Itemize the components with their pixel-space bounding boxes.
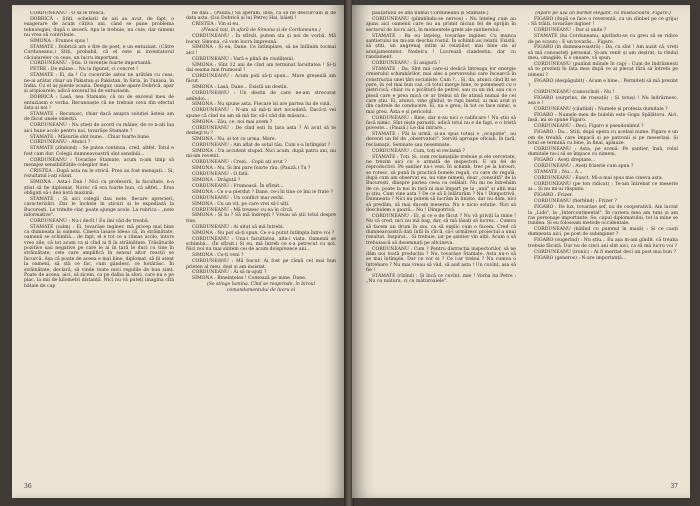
dialogue-paragraph: DOBRICĂ : Lasă, nea Stamate, că nu de excesul meu de entuziasm e vorba. Recunoaște că ne trebuie ceva din efectul ăsta și noi ! xyxy=(24,95,174,111)
dialogue-paragraph: SIMONA : Nu, și tot ce urma. Mare. xyxy=(192,136,277,142)
dialogue-paragraph: FIGARO : Aveți dreptate... xyxy=(534,158,596,164)
dialogue-paragraph: CORDUNEANU : Un destin de care ne-am strecurat amîndoi... xyxy=(186,91,336,102)
dialogue-paragraph: CORDUNEANU (fierbînd) : Frizer ? xyxy=(534,199,617,205)
dialogue-paragraph: DOBRICĂ : Știți, ochelarii de azi au avut, de fapt, o exagerare de acum câțiva ani, când se pune problema tehnologiei, după o seceră. Apa le trebuie, nu cuie, dar nimeni nu vrea să contribuie. xyxy=(24,16,174,38)
dialogue-paragraph: CORDUNEANU : Cum ? Pentru distracția inspectorilor, să ne dăm noi toată producția ? Nu, tovarășe Stamate. Asta nu-o să se mai întîmple. Dar ce vor ei ? Ce i-ar trebui ? Nu cumva o întrebare ? Nu mai vreau să văd, să aud asta ! Un cuvînt, așa să fie ! xyxy=(366,246,516,274)
right-page-column-1 xyxy=(366,11,516,469)
dialogue-paragraph: SIMONA : Sînt 12 ani de cînd am terminat facultatea ! Și-ți dai seama mai frumosul ! xyxy=(186,62,336,73)
dialogue-paragraph: CORDUNEANU (pe ton ridicat) : Te-am întrebat ce meserie ai... Și nu mi-ai răspuns. xyxy=(528,182,678,193)
dialogue-paragraph: CORDUNEANU : Dar și unde ? xyxy=(534,28,607,34)
dialogue-paragraph: STAMATE : Și aici colegii dau note, fiecare aprecieri, caracterizări. Dar le încheie în șticuri și le expediază la București. Le trimite clar, poate ajunge acolo. La rubrica : „note informative". xyxy=(24,196,174,218)
dialogue-paragraph: STAMATE : Nu... A... xyxy=(534,170,583,176)
dialogue-paragraph: CORDUNEANU (cunoscînd) : Nu ! xyxy=(534,89,615,95)
left-page-column-2 xyxy=(186,11,336,469)
dialogue-paragraph: STAMATE : Păi la urmă, și-au spus totuși o „ocupație", au devenit un fel de „observatori". Serviți aproape oficiali, în țară, reclamații. Semnate sau nesemnate. xyxy=(366,132,516,148)
dialogue-paragraph: CORDUNEANU : În sfîrșit, putem sta și noi de vorbă. Mă bucur, Simona, că vom lucra împreună. xyxy=(186,34,336,45)
dialogue-paragraph: pauzatului se află numai Corduneanu și Stamate.) xyxy=(372,11,489,16)
dialogue-paragraph: SIMONA : Nu spune asta. Fiecare își are partea lui de vină. xyxy=(192,102,331,108)
dialogue-paragraph: FIGARO (în dumneavoastră) : Da, cu sînt ! Am auzit că, vreți să mă cunoașteți personal. Și-am venit și am deșirat, la rîndul meu, omagiile. E o onoare, vă spun. xyxy=(528,45,678,62)
dialogue-paragraph: STAMATE (rîzînd) : Și încă ce cuvînt, mie ! Vorba lui Petre : „Nu cu mătura, ci cu măturoaiele". xyxy=(366,274,516,285)
dialogue-paragraph: ne dau... (Pauză.) Să sperăm, însă, că să ne descurcăm și de data asta. (Lui Dobrică și lui Petre) Hai, băieți ! xyxy=(186,11,336,22)
dialogue-paragraph: FIGARO (generos) : N-are importanță... xyxy=(534,255,627,261)
dialogue-paragraph: CORDUNEANU : Un conflict mai vechi. xyxy=(192,195,285,201)
dialogue-paragraph: CORDUNEANU : Asta, pe scenă. Pe șantier, însă, rolul dumitale nu-i să se împace cu nimeni. xyxy=(528,146,678,158)
dialogue-paragraph: FIGARO (despăgubit) : Acum e bine... Permiteți să mă prezint ? xyxy=(528,78,678,90)
dialogue-paragraph: CORDUNEANU : N-am să mă-ți iert niciodată. Dacă-ți vei spune că cînd nu am să mă fac să-i văd din măsura... xyxy=(186,108,336,119)
dialogue-paragraph: SIMONA : Lasă, Dane... Există un destin. xyxy=(192,85,288,91)
dialogue-paragraph: (Apare pe ușă un bărbat elegant, cu mustăcioară, Figaro.) xyxy=(535,11,671,16)
dialogue-paragraph: CORDUNEANU : Nu știeți de acord cu mâine, de ce n-ați lua aici bune acolo pentru noi, tovarășe Stamate ? xyxy=(24,123,174,134)
right-page xyxy=(352,5,690,498)
dialogue-paragraph: STAMATE : Recunosc, chiar dacă asupra soluției ăsteia am de făcut unele obiecții. xyxy=(24,111,174,123)
dialogue-paragraph: CORDUNEANU : Ei, și ce e de făcut ? Nu vă priviți la mine ! Nu vă cred, nici nu mă bag, dar, să mă lăsați să lucrez... Cumva să facem un drum în sus, ca să explic cum o facem. Cred că dumneavoastră dați întîi în cîrcă, că-i urmăresc proiectul a unui rezultat. Inspirat... Și trebuie, iar pe șantier vin alții. Acum o să trebuiască să desemnați pe altcineva. xyxy=(366,214,516,246)
dialogue-paragraph: STAMATE : Da. Sînt mii care-și dedică întreaga lor energie creierului schimbărilor, mai ales a perversului care încearcă în construcția unei țări socialiste. Cum ?... Și, da, atunci cînd îți se pare, în cel mai bun caz, că totul merge bine, te pomenești cu o pietricică, chiar cu o picătură de petrol, sau cu un zid, sau cu o piesă care e prea mică ce ar trebui să fie atinsă numai de cei care știu. Ei, atunci, vine gîndul, te rupi bietul, ai mai avut și din cadrele de conducere. Ei, nu e greu, în tot ce face nimic, e mai greu. Ăsta e și pericolul. xyxy=(366,66,516,115)
dialogue-paragraph: SIMONA : Ce s-a pierdut ? Dane, ce-i în tine ce îmi ie frate ? xyxy=(192,189,333,195)
dialogue-paragraph: CORDUNEANU : Mă trezesc cu ea în cîrcă. xyxy=(192,207,294,213)
dialogue-paragraph: STAMATE : Toți. Și, cum reclamațiile trebuie și ele cercetate, ne trezim aici cu o armată de inspectori. E un fel de reproductivi. Pe șantier nu-i vezi. În schimb, trec pe la birouri, se rotesc, să pună în practică bunele reguli, cu care de regulă, după cum am observat eu, nu vine nimeni, doar „consultă" de la București, dinspre partea ceea cu celălalt. Nu mi ne întrebăm de ce, poate la noi în tară ni mai împart pe la „unii" și alții mai și știu. Cum vine asta ? De ce să îi înlăturăm ? Nu ! Dimpotrivă, Dumneata ? Nici nu putem să lucrăm în liniște, dar nu dăm, nici să predăm, să mai ducem meseria. Nu e nicio soluție. Nici să deschidem o gaură... Nu ! Dimpotrivă. xyxy=(366,154,516,214)
dialogue-paragraph: CORDUNEANU : Deci, Figaro e pseudonimul ? xyxy=(534,124,644,130)
dialogue-paragraph: FIGARO (sugerînd) : Nu știu... Eu așa m-am gîndit, că treaba trebuie făcută. Dar nu de cinci ani sînt aici, ca să mă lucru voi ? xyxy=(528,238,678,249)
dialogue-paragraph: CORDUNEANU : Nu-i decît ! Eu îmi văd de treabă. xyxy=(30,218,150,224)
dialogue-paragraph: CORDUNEANU : Crezi... Copii ați avut ? xyxy=(192,160,287,166)
dialogue-paragraph: STAMATE (lui Corduneanu, ajutîndu-se cu greu să se ridice de pe scaun) : E un tovarăș... Figaro. xyxy=(528,34,678,45)
dialogue-paragraph: SIMONA : Nu. Și îmi pare foarte rău. (Pauză.) Tu ? xyxy=(192,165,311,171)
left-page xyxy=(12,5,346,498)
dialogue-paragraph: CORDUNEANU : Știu. O invenție foarte importantă. xyxy=(30,61,152,67)
dialogue-paragraph: STAMATE : Dobrică are o fire de poet, e un entuziast. (Către Corduneanu.) Știți, probabil, că el este și inventatorul căciularelor cu ceas, un lucru important. xyxy=(24,44,174,61)
dialogue-paragraph: CORDUNEANU : De cînd ești în țara asta ? Ai avut să te dezlegi tu ? xyxy=(186,125,336,136)
dialogue-paragraph: CORDUNEANU : Atunci ? xyxy=(30,140,91,146)
dialogue-paragraph: CORDUNEANU (bătînd cu pumnul în masă) : Și ce cauți dumneata aici, pe post de subinginer ? xyxy=(528,227,678,238)
dialogue-paragraph: FIGARO (surprins, de roșeață) ; Și totuși ! Nu îndrăznesc, așa e ! xyxy=(528,95,678,107)
dialogue-paragraph: CORDUNEANU : Aveți frizerie cum spun ? xyxy=(534,164,634,170)
dialogue-paragraph: CORDUNEANU : Am aflat de soțul tău. Cum s-a întîmplat ? xyxy=(192,142,331,148)
dialogue-paragraph: STAMATE : Măsurile sînt bune... Chiar foarte bune. xyxy=(30,134,151,140)
dialogue-paragraph: SIMONA : Zău, ce, noi mai avem ? xyxy=(192,119,273,125)
dialogue-paragraph: FIGARO : De lux, tovarășe șef, nu de cooperativă. Am lucrat la „Lido", la „Intercontinental". În cariera mea am tuns și am ras personaje importante. Se, capul diplomatului, tot la mine se tundea. Și eu foloseam metode occidentale. xyxy=(528,205,678,227)
dialogue-paragraph: STAMATE (calm) : Ei, tovarășe inginer, mă pricep mai bine ca dumneata la oameni. Cineva lasase ideea că, în străinătate, oamenii se schimbă... de fapt, el e tot ce a rămas acolo, întors vreo zile, că tot acum ca și cînd ai fi în străinătate. Trăsăturile pozitive sau negative pe care le ai în țară le duci cu tine în străinătate, cele care amplifică în sensul altor reacții se încurcă. Așa că poate de aceea e mai bine, diplomat, să fii atent la oameni, să știi ce fac, cum gândesc, ce hotărăsc. În străinătate, declară, să vinde toate mici regulile de bun simț. Poate de aceea, aici, să zicem, ca pe dalba la sfori, care nu e pe plac, la mii de kilometri distanță. Nici nu vă puteți imagina cîtă bătaie de cap xyxy=(24,224,174,289)
dialogue-paragraph: PETRE : De mâine... Nu la figurat, ci concret ! xyxy=(30,67,138,73)
dialogue-paragraph: CORDUNEANU : Vară e plină de ciudățenii. xyxy=(192,56,295,62)
dialogue-paragraph: SIMONA : Frumos spus ! xyxy=(30,38,89,44)
dialogue-paragraph: CRISTEA : Vin și eu. xyxy=(192,22,240,28)
left-page-number: 36 xyxy=(24,483,32,490)
dialogue-paragraph: SIMONA : Drăguță ? xyxy=(192,177,241,183)
dialogue-paragraph: CORDUNEANU : Exact. Mi-a mai spus mie cineva asta. xyxy=(534,176,664,182)
dialogue-paragraph: FIGARO : Frizer. xyxy=(534,193,573,199)
dialogue-paragraph: FIGARO (după ce face o reverență, cu un zîmbet pe ce grija) : Să trăiți, tovarășe inginer ! xyxy=(528,16,678,28)
left-page-column-1 xyxy=(24,11,174,469)
dialogue-paragraph: STAMATE : Ba eu înțeleg, tovarășe inginer. Cu munca șantierului nu mi-am deschis rostul. În schimb au relații. Există, să știți, un angrenaj intim al relațiilor, mai bine zis al aranjamentelor. Nedelcu ! Lucrează clandestin, dar cu randament. xyxy=(366,33,516,60)
dialogue-paragraph: CORDUNEANU : Bine, dar n-au nici o calificare ! Nu știu să facă nimic. Sînt niște paraziți, adică totul nu e de fapt, e o tristă poveste... (Pauză.) Le dai intrare... xyxy=(366,115,516,132)
dialogue-paragraph: SIMONA : Un accident stupid. Nici acum, după patru ani, nu mi-am revenit. xyxy=(186,148,336,160)
dialogue-paragraph: CORDUNEANU (punînd mîinile în cap) : Cum de îndrăznești să te prezinți în fața mea după ce ai plecat fără să întrebi pe nimeni ? xyxy=(528,62,678,78)
dialogue-paragraph: (Se stinge lumina. Cînd se reaprinde, în biroul comandamentului de lucru el xyxy=(206,282,316,293)
dialogue-paragraph: SIMONA : Cu un viț, pe care vrei să-l uiți. xyxy=(192,201,290,207)
dialogue-paragraph: CORDUNEANU : Ai să m-ajuți ? xyxy=(192,270,267,276)
dialogue-paragraph: SIMONA : Bineînțeles ! Contează pe mine, Dane. xyxy=(192,276,307,282)
dialogue-paragraph: CORDUNEANU : Mă bucur. Ai fost pe rămîi cel mai bun prieten al meu, deși și am insistat. xyxy=(186,259,336,270)
dialogue-paragraph: CORDUNEANU : Și asigură ! xyxy=(372,60,441,66)
dialogue-paragraph: SIMONA : Ce-ți veni ? xyxy=(192,253,244,259)
dialogue-paragraph: SIMONA : Asta-i Dan ! Nici cu profesorii, la facultate, n-a știut să fie diplomat. Noroc că era foarte bun, că altfel... Ersa obligați să-i dea notă maximă. xyxy=(24,180,174,196)
dialogue-paragraph: (Pleacă toți, în afară de Simona și de Corduneanu.) xyxy=(201,28,321,34)
dialogue-paragraph: CORDUNEANU : Cum, toți ei reclamă ? xyxy=(372,148,465,154)
dialogue-paragraph: CORDUNEANU : Una-i facultatea, alta-i viața. Oamenii se schimbă... (În sfîrșit.) Și eu, mă întreb ce s-a petrecut cu noi. Nici noi nu mai sîntem cei de acum doisprezece ani... xyxy=(186,236,336,253)
dialogue-paragraph: SIMONA : Și eu, Dane. Ce întîmplare, să ne întîlnim tocmai aici ! xyxy=(186,45,336,56)
dialogue-paragraph: CORDUNEANU : O fată. xyxy=(192,171,250,177)
dialogue-paragraph: SIMONA : Nu pot să-ți spun. Ce s-a putut întîmpla între voi ? xyxy=(192,230,335,236)
dialogue-paragraph: FIGARO : Numele meu de bulelin este Gogu Spălătoru. Aici, însă, mi se spune Figaro. xyxy=(528,113,678,124)
dialogue-paragraph: STAMATE : Ei, da ! Cu cuceririle astea ne arătăm cu ceas, ne-ai arătat chiar un Pakistan și Pakistan, în Siria, în Tunisia, în India. Cu el aș pierde ocazia. Desigur, unde apare Dobrică, apar și aripioarele, adică excesul lui de entuziasm. xyxy=(24,73,174,95)
dialogue-paragraph: CORDUNEANU (ironic) : Ai fi meritat deci un post mai bun ? xyxy=(534,249,676,255)
dialogue-paragraph: STAMATE (zîmbind) : Se putea continua, cred, altfel. Totul e fost cam dur. Colegii dumneavoastră sînt sensibili... xyxy=(24,146,174,157)
right-page-number: 37 xyxy=(670,483,678,490)
dialogue-paragraph: CORDUNEANU : Acum poți să-ți spun... Mare greșeală am făcut. xyxy=(186,73,336,85)
right-page-column-2 xyxy=(528,11,678,469)
dialogue-paragraph: CORDUNEANU : Ai uitat să mă întrebi. xyxy=(192,224,285,230)
dialogue-paragraph: SIMONA : Și tu ? Să mă îndrepți ? Vreau să știi totul despre tine. xyxy=(186,213,336,224)
dialogue-paragraph: CRISTEA : După asta nu le strică. Prea au fost menajați... Și, rezultatul i-ați văzut. xyxy=(24,168,174,180)
dialogue-paragraph: CORDUNEANU : Frumoasă. În sfîrșit... xyxy=(192,183,284,189)
dialogue-paragraph: CORDUNEANU : Tovarășe Stamate, acum n-am timp să menajez sensibilitățile colegilor mei. xyxy=(24,157,174,168)
dialogue-paragraph: FIGARO : Da... Știți, după opera cu același nume. Figaro e un om de treabă, care împacă și pe patronii și pe meseriași. Și totul se termină cu bine, în final, aplauze. xyxy=(528,130,678,147)
dialogue-paragraph: CORDUNEANU : O să le treacă. xyxy=(30,11,106,16)
dialogue-paragraph: CORDUNEANU (căutînd) : Numele și profesia dumitale ? xyxy=(534,107,668,113)
dialogue-paragraph: CORDUNEANU (plimbîndu-se nervos) : Nu înțeleg cum au ajuns aici oamenii care nu au primit niciun fel de sprijin în sectorul de lucru aici, în momentele grele ale șantierului. xyxy=(366,16,516,33)
